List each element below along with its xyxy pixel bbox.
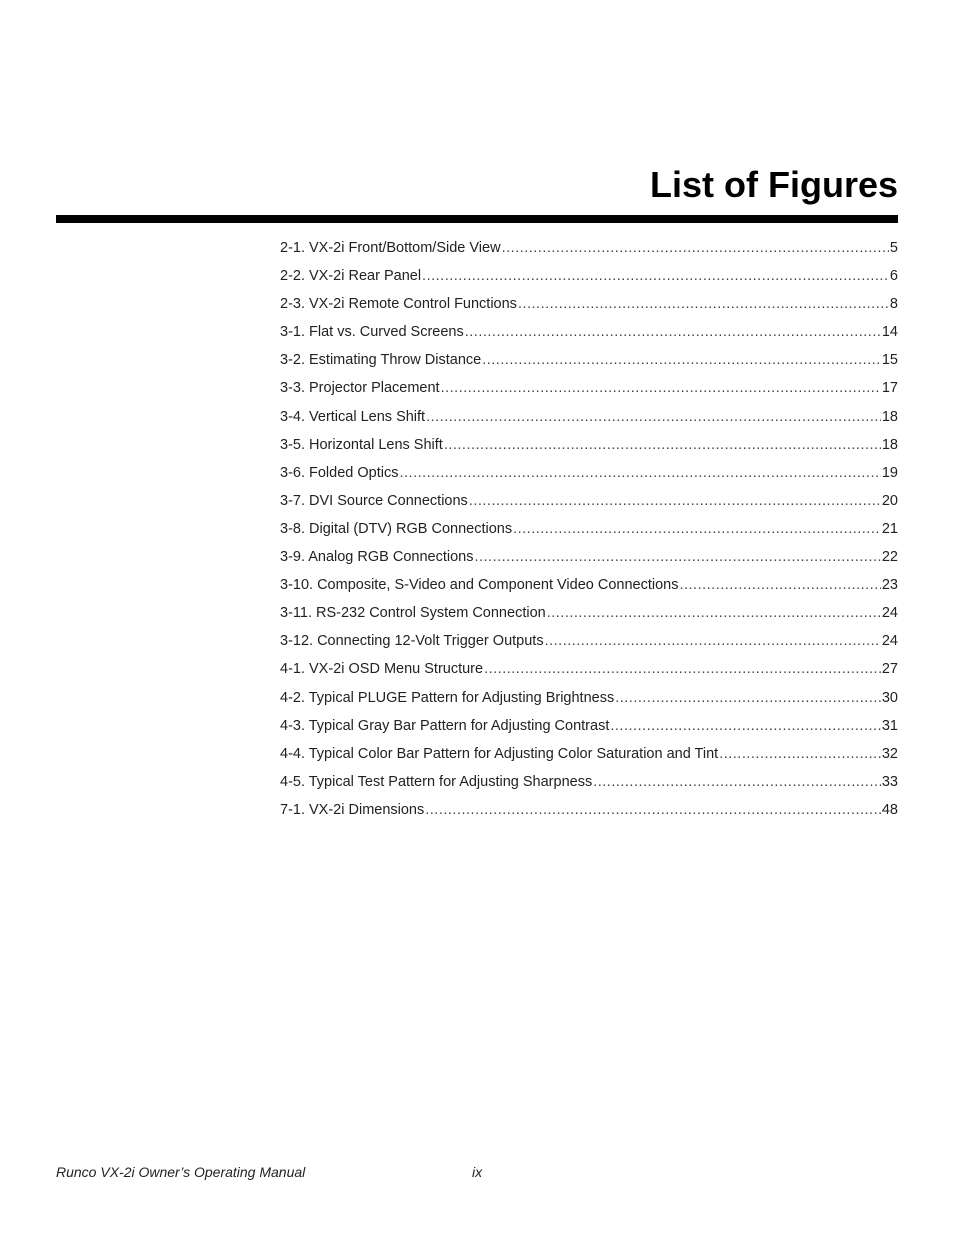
- toc-entry-page: 31: [881, 717, 898, 734]
- toc-entry-label: 3-1. Flat vs. Curved Screens: [280, 324, 464, 341]
- toc-entry-label: 2-3. VX-2i Remote Control Functions: [280, 296, 517, 313]
- toc-entry[interactable]: [280, 461, 898, 489]
- dot-leader: [513, 517, 881, 541]
- toc-entry[interactable]: [280, 742, 898, 770]
- dot-leader: [399, 461, 880, 485]
- dot-leader: [425, 798, 881, 822]
- toc-entry-label: 3-12. Connecting 12-Volt Trigger Outputs: [280, 633, 544, 650]
- dot-leader: [469, 489, 881, 513]
- toc-entry-label: 3-11. RS-232 Control System Connection: [280, 605, 546, 622]
- dot-leader: [426, 405, 881, 429]
- toc-entry[interactable]: [280, 517, 898, 545]
- toc-entry-label: 4-1. VX-2i OSD Menu Structure: [280, 661, 484, 678]
- dot-leader: [518, 292, 889, 316]
- toc-entry-page: 48: [881, 801, 898, 818]
- toc-entry-page: 5: [889, 240, 898, 256]
- dot-leader: [441, 376, 881, 400]
- toc-entry-label: 4-5. Typical Test Pattern for Adjusting Sharpness: [280, 773, 593, 790]
- toc-entry[interactable]: [280, 714, 898, 742]
- toc-entry-label: 7-1. VX-2i Dimensions: [280, 801, 425, 818]
- toc-entry-label: 3-3. Projector Placement: [280, 380, 440, 397]
- toc-entry[interactable]: [280, 798, 898, 826]
- figure-list: [280, 236, 898, 826]
- dot-leader: [593, 770, 881, 794]
- toc-entry[interactable]: [280, 601, 898, 629]
- toc-entry[interactable]: [280, 770, 898, 798]
- toc-entry-label: 3-8. Digital (DTV) RGB Connections: [280, 520, 513, 537]
- toc-entry-page: 24: [881, 633, 898, 650]
- toc-entry-page: 18: [881, 436, 898, 453]
- toc-entry-page: 15: [881, 352, 898, 369]
- toc-entry-page: 32: [881, 745, 898, 762]
- toc-entry-page: 17: [881, 380, 898, 397]
- toc-entry-page: 30: [881, 689, 898, 706]
- dot-leader: [482, 348, 881, 372]
- toc-entry-label: 3-9. Analog RGB Connections: [280, 549, 474, 566]
- toc-entry-label: 3-4. Vertical Lens Shift: [280, 408, 426, 425]
- toc-entry[interactable]: [280, 264, 898, 292]
- toc-entry[interactable]: [280, 545, 898, 573]
- toc-entry-label: 3-10. Composite, S-Video and Component Video Connections: [280, 577, 679, 594]
- dot-leader: [465, 320, 881, 344]
- dot-leader: [610, 714, 881, 738]
- toc-entry-label: 3-7. DVI Source Connections: [280, 492, 468, 509]
- toc-entry[interactable]: [280, 405, 898, 433]
- dot-leader: [679, 573, 880, 597]
- toc-entry-page: 19: [881, 464, 898, 481]
- toc-entry[interactable]: [280, 433, 898, 461]
- toc-entry-page: 27: [881, 661, 898, 678]
- toc-entry-page: 14: [881, 324, 898, 341]
- toc-entry-page: 33: [881, 773, 898, 790]
- toc-entry-page: 18: [881, 408, 898, 425]
- toc-entry-page: 6: [889, 268, 898, 285]
- toc-entry-label: 2-1. VX-2i Front/Bottom/Side View: [280, 240, 501, 256]
- toc-entry-page: 21: [881, 520, 898, 537]
- toc-entry-label: 4-4. Typical Color Bar Pattern for Adjusting Color Saturation and Tint: [280, 745, 719, 762]
- toc-entry[interactable]: [280, 320, 898, 348]
- dot-leader: [719, 742, 881, 766]
- dot-leader: [444, 433, 881, 457]
- toc-entry[interactable]: [280, 292, 898, 320]
- footer-manual-title: Runco VX-2i Owner’s Operating Manual: [56, 1164, 306, 1180]
- toc-entry[interactable]: [280, 489, 898, 517]
- toc-entry-page: 20: [881, 492, 898, 509]
- title-rule: [56, 215, 898, 223]
- toc-entry[interactable]: [280, 236, 898, 264]
- toc-entry-label: 4-3. Typical Gray Bar Pattern for Adjusting Contrast: [280, 717, 610, 734]
- dot-leader: [474, 545, 880, 569]
- toc-entry[interactable]: [280, 376, 898, 404]
- dot-leader: [545, 629, 881, 653]
- toc-entry-page: 8: [889, 296, 898, 313]
- toc-entry-page: 24: [881, 605, 898, 622]
- dot-leader: [422, 264, 889, 288]
- toc-entry-label: 3-5. Horizontal Lens Shift: [280, 436, 443, 453]
- page-title: List of Figures: [649, 164, 898, 205]
- dot-leader: [615, 686, 881, 710]
- toc-entry[interactable]: [280, 657, 898, 685]
- toc-entry-label: 2-2. VX-2i Rear Panel: [280, 268, 422, 285]
- toc-entry-page: 23: [881, 577, 898, 594]
- toc-entry[interactable]: [280, 629, 898, 657]
- dot-leader: [502, 236, 889, 260]
- toc-entry[interactable]: [280, 348, 898, 376]
- toc-entry-label: 3-2. Estimating Throw Distance: [280, 352, 482, 369]
- toc-entry-label: 3-6. Folded Optics: [280, 464, 399, 481]
- toc-entry[interactable]: [280, 686, 898, 714]
- dot-leader: [547, 601, 881, 625]
- toc-entry-label: 4-2. Typical PLUGE Pattern for Adjusting Brightness: [280, 689, 615, 706]
- toc-entry[interactable]: [280, 573, 898, 601]
- toc-entry-page: 22: [881, 549, 898, 566]
- footer-page-number: ix: [472, 1164, 483, 1180]
- dot-leader: [484, 657, 881, 681]
